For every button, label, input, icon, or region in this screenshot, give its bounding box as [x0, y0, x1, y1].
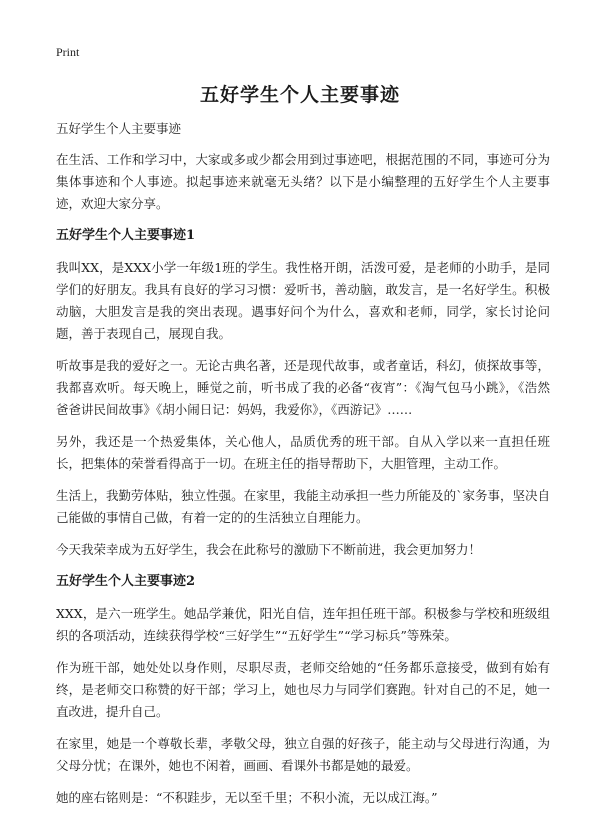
paragraph: 听故事是我的爱好之一。无论古典名著，还是现代故事，或者童话，科幻，侦探故事等，我都喜欢听。每天晚上，睡觉之前，听书成了我的必备“夜宵”：《淘气包马小跳》，《浩然爸爸讲民间故事》《胡小闹日记：妈妈，我爱你》，《西游记》……: [56, 358, 550, 417]
intro-paragraph: 在生活、工作和学习中，大家或多或少都会用到过事迹吧，根据范围的不同，事迹可分为集体事迹和个人事迹。拟起事迹来就毫无头绪？以下是小编整理的五好学生个人主要事迹，欢迎大家分享。: [56, 152, 550, 211]
doc-subtitle: 五好学生个人主要事迹: [56, 121, 182, 136]
paragraph: 在家里，她是一个尊敬长辈，孝敬父母，独立自强的好孩子，能主动与父母进行沟通，为父母分忧；在课外，她也不闲着，画画、看课外书都是她的最爱。: [56, 736, 550, 773]
document-body: [56, 118, 550, 819]
paragraph: 今天我荣幸成为五好学生，我会在此称号的激励下不断前进，我会更加努力！: [56, 542, 482, 557]
paragraph: 作为班干部，她处处以身作则，尽职尽责，老师交给她的“任务都乐意接受，做到有始有终，是老师交口称赞的好干部；学习上，她也尽力与同学们赛跑。针对自己的不足，她一直改进，提升自己。: [56, 660, 550, 719]
page-title: 五好学生个人主要事迹: [199, 84, 400, 106]
section-heading-1: 五好学生个人主要事迹1: [56, 228, 196, 243]
section-heading-2: 五好学生个人主要事迹2: [56, 574, 196, 589]
paragraph: 她的座右铭则是：“不积跬步，无以至千里；不积小流，无以成江海。”: [56, 790, 438, 805]
paragraph: 我叫XX，是XXX小学一年级1班的学生。我性格开朗，活泼可爱，是老师的小助手，是同学们的好朋友。我具有良好的学习习惯：爱听书，善动脑，敢发言，是一名好学生。积极动脑，大胆发言是我的突出表现。遇事好问个为什么，喜欢和老师，同学，家长讨论问题，善于表现自己，展现自我。: [56, 260, 550, 341]
print-link[interactable]: Print: [56, 45, 80, 59]
paragraph: 另外，我还是一个热爱集体，关心他人，品质优秀的班干部。自从入学以来一直担任班长，把集体的荣誉看得高于一切。在班主任的指导帮助下，大胆管理，主动工作。: [56, 434, 550, 471]
paragraph: XXX，是六一班学生。她品学兼优，阳光自信，连年担任班干部。积极参与学校和班级组织的各项活动，连续获得学校“三好学生”“五好学生”“学习标兵”等殊荣。: [56, 606, 550, 643]
paragraph: 生活上，我勤劳体贴，独立性强。在家里，我能主动承担一些力所能及的`家务事，坚决自己能做的事情自己做，有着一定的的生活独立自理能力。: [56, 488, 550, 525]
